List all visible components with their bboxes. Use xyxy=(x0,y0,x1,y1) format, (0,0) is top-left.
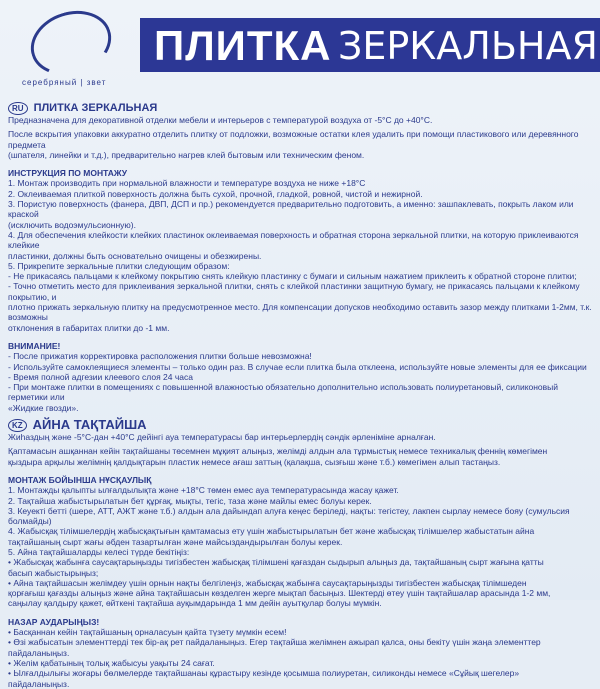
instructions xyxy=(8,100,592,689)
brand-name: серебряный | звет xyxy=(22,78,107,87)
ru-warn-head: ВНИМАНИЕ! xyxy=(8,340,61,351)
ru-badge: RU xyxy=(8,102,28,115)
brand-logo xyxy=(8,8,128,94)
kz-instr-head: МОНТАЖ БОЙЫНША НҰСҚАУЛЫҚ xyxy=(8,474,152,485)
logo-swoosh-icon xyxy=(22,1,119,85)
title-secondary: ЗЕРКАЛЬНАЯ xyxy=(338,24,598,68)
kz-after-open: Қаптамасын ашқаннан кейін тақтайшаны төсемнен мұқият алыңыз, желімді алдын ала тұрмыстық немесе техникалық феннің көмегімен қыздыра арқылы желімнің қалдықтарын пластик немесе ағаш заттың (қалақша, сызғыш және т.б.) көмегімен алып тастаңыз. xyxy=(8,446,548,467)
kz-warn-body: • Басқаннан кейін тақтайшаның орналасуын қайта түзету мүмкін есем! • Өзі жабысатын элементтерді тек бір-ақ рет пайдаланыңыз. Егер тақтайша желімнен ажырап қалса, оны бекіту үшін жаңа элементтер пайдаланыңыз. • Желім қабатының толық жабысуы уақыты 24 сағат. • Ылғалдылығы жоғары бөлмелерде тақтайшанаы құрастыру кезінде қосымша полиуретан, силиконды немесе «Сұйық шегелер» пайдаланыңыз. xyxy=(8,627,541,689)
ru-after-open: После вскрытия упаковки аккуратно отделить плитку от подложки, возможные остатки клея удалить при помощи пластикового или деревянного предмета (шпателя, линейки и т.д.), предварительно нагрев клей бытовым или техническим феном. xyxy=(8,129,579,160)
ru-heading xyxy=(8,102,592,115)
kz-intro: Жиһаздың және -5°С-дан +40°С дейінгі ауа температурасы бар интерьерлердің сәндік әрленіміне арналған. xyxy=(8,432,436,443)
ru-title: ПЛИТКА ЗЕРКАЛЬНАЯ xyxy=(33,102,158,115)
ru-warn-body: - После прижатия корректировка расположения плитки больше невозможна! - Используйте самоклеящиеся элементы – только один раз. В случае если плитка была отклеена, используйте новые элементы для ее фиксации - Время полной адгезии клеевого слоя 24 часа - При монтаже плитки в помещениях с повышенной влажностью обязательно дополнительно использовать полиуретановый, силиконовый герметики или «Жидкие гвозди». xyxy=(8,351,587,413)
kz-instr-body: 1. Монтажды қалыпты ылғалдылықта және +18°С төмен емес ауа температурасында жасау қажет. 2. Тақтайша жабыстырылатын бет құрғақ, мықты, тегіс, таза және майлы емес болуы керек. 3. Кеуекті бетті (шере, АТТ, АЖТ және т.б.) алдын ала дайындап алуға кеңес беріледі, нақты: тегістеу, лакпен сырлау немесе бояу (сумульсия болмайды) 4. Жабысқақ тілімшелердің жабысқақтығын қамтамасыз ету үшін жабыстырылатын бет және жабысқақ тілімшелер жабыстатын айна тақтайшаның сырт жағы әбден тазартылған және майсыздандырылған болуы керек. 5. Айна тақтайшаларды келесі түрде бекітіңіз: • Жабысқақ жабынға саусақтарыңызды тигізбестен жабысқақ тілімшені қағаздан сыдырып алыңыз да, тақтайшаның сырт жағына қатты басып жабыстырыңыз; • Айна тақтайшасын желімдеу үшін орнын нақты белгілеңіз, жабысқақ жабынға саусақтарыңызды тигізбестен жабысқақ тілімшеден қорғағыш қағазды алыңыз және айна тақтайшасын көзделген жерге мықтап басыңыз. Шектерді өтеу үшін тақтайшалар арасында 1-2 мм, саңылау қалдыру қажет, өйткені тақтайша ауқымдарында 1 мм дейін ауытқулар болуы мүмкін. xyxy=(8,485,570,609)
kz-warn-head: НАЗАР АУДАРЫҢЫЗ! xyxy=(8,616,100,627)
ru-instr-body: 1. Монтаж производить при нормальной влажности и температуре воздуха не ниже +18°С 2. Оклеиваемая плиткой поверхность должна быть сухой, прочной, гладкой, ровной, чистой и нежирной. 3. Пористую поверхность (фанера, ДВП, ДСП и пр.) рекомендуется предварительно подготовить, а именно: зашпаклевать, покрыть лаком или краской (исключить водоэмульсионную). 4. Для обеспечения клейкости клейких пластинок оклеиваемая поверхность и обратная сторона зеркальной плитки, на которую приклеиваются клейкие пластинки, должны быть основательно очищены и обезжирены. 5. Прикрепите зеркальные плитки следующим образом: - Не прикасаясь пальцами к клейкому покрытию снять клейкую пластинку с бумаги и сильным нажатием приклеить к обратной стороне плитки; - Точно отметить место для приклеивания зеркальной плитки, снять с клейкой пластинки защитную бумагу, не прикасаясь пальцами к клейкому покрытию, и плотно прижать зеркальную плитку на предусмотренное место. Для компенсации допусков необходимо оставить зазор между плитками 1-2мм, т.к. возможны отклонения в габаритах плитки до -1 мм. xyxy=(8,178,592,333)
title-main: ПЛИТКА xyxy=(154,22,332,69)
kz-heading xyxy=(8,419,592,432)
kz-badge: KZ xyxy=(8,419,27,432)
header xyxy=(0,0,600,96)
ru-instr-head: ИНСТРУКЦИЯ ПО МОНТАЖУ xyxy=(8,168,128,179)
ru-intro: Предназначена для декоративной отделки мебели и интерьеров с температурой воздуха от -5°С до +40°С. xyxy=(8,115,433,125)
kz-title: АЙНА ТАҚТАЙША xyxy=(32,417,147,433)
